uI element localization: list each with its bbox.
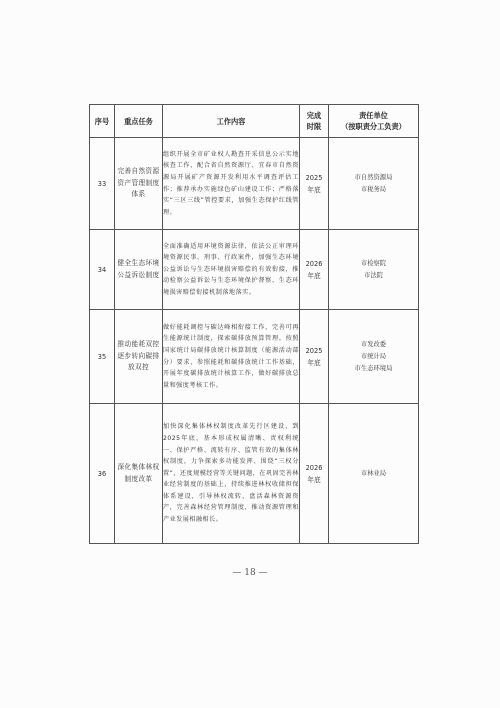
row-number: 33 [90,138,115,230]
row-deadline-year: 2026 [305,259,323,268]
header-deadline-line1: 完成 [306,111,322,120]
header-unit-line1: 责任单位 [359,111,388,120]
row-task: 深化集体林权制度改革 [115,404,163,544]
row-deadline-suffix: 年底 [307,185,321,194]
row-number: 36 [90,404,115,544]
row-deadline [300,310,329,404]
header-task: 重点任务 [115,105,163,138]
row-unit [329,230,419,310]
header-deadline-line2: 时限 [306,122,322,131]
header-number: 序号 [90,105,115,138]
row-content: 全面准确适用环境资源法律，依法公正审理环境资源民事、刑事、行政案件，加强生态环境公益诉讼与生态环境损害赔偿的有效衔接，推动检察公益诉讼与生态环境保护督察、生态环境损害赔偿衔接机制落地落实。 [163,230,300,310]
row-deadline-suffix: 年底 [307,475,321,484]
row-unit [329,138,419,230]
row-unit-item: 市自然资源局 [354,173,393,181]
tasks-table [89,104,419,544]
header-deadline [300,105,329,138]
table-header-row [90,105,419,138]
row-unit-item: 市生态环境局 [354,364,393,372]
row-deadline [300,404,329,544]
row-unit [329,310,419,404]
row-task: 健全生态环境公益诉讼制度 [115,230,163,310]
table-row [90,138,419,230]
row-deadline-year: 2025 [305,346,323,355]
row-unit-item: 市林业局 [360,469,387,477]
row-task: 推动能耗双控逐步转向碳排放双控 [115,310,163,404]
table-row [90,404,419,544]
row-number: 34 [90,230,115,310]
row-unit-item: 市检察院 [360,259,387,267]
row-content: 加快深化集体林权制度改革先行区建设，到2025年底，基本形成权属清晰、责权利统一、保护严格、流转有序、监管有效的集体林权制度，力争探索多功能发挥、围绕“三权分置”，还度规模经营等关键问题，在巩固完善林业经营制度的基础上，持续推进林权收储担保体系建设，引导林权流转，盘活森林资源资产，完善森林经营管理制度，推动资源管理和产业发展相融相长。 [163,404,300,544]
row-deadline-year: 2026 [305,463,323,472]
row-content: 做好能耗调控与碳达峰相衔接工作，完善可再生能源统计制度，探索碳排放预算管理。按照国家统计局碳排放统计核算制度（能源活动部分）要求，参照能耗和碳排放统计工作基础，开展年度碳排放统计核算工作，做好碳排放总量和强度考核工作。 [163,310,300,404]
row-deadline [300,230,329,310]
row-deadline-year: 2025 [305,173,323,182]
header-unit [329,105,419,138]
row-deadline-suffix: 年底 [307,271,321,280]
row-number: 35 [90,310,115,404]
row-unit-item: 市发改委 [360,340,387,348]
header-content: 工作内容 [163,105,300,138]
row-unit [329,404,419,544]
page-number: — 18 — [232,568,268,578]
row-unit-item: 市统计局 [360,352,387,360]
row-task: 完善自然资源资产管理制度体系 [115,138,163,230]
row-deadline-suffix: 年底 [307,358,321,367]
row-unit-item: 市税务局 [360,185,387,193]
row-deadline [300,138,329,230]
row-content: 组织开展全市矿业权人勘查开采信息公示实地核查工作，配合省自然资源厅、宜春市自然资源局开展矿产资源开发利用水平调查评估工作；推荐承办实施绿色矿山建设工作；严格落实“三区三线”管控要求，加强生态保护红线管理。 [163,138,300,230]
table-row [90,230,419,310]
header-unit-line2: （按职责分工负责） [341,122,406,131]
row-unit-item: 市法院 [364,271,383,279]
table-row [90,310,419,404]
